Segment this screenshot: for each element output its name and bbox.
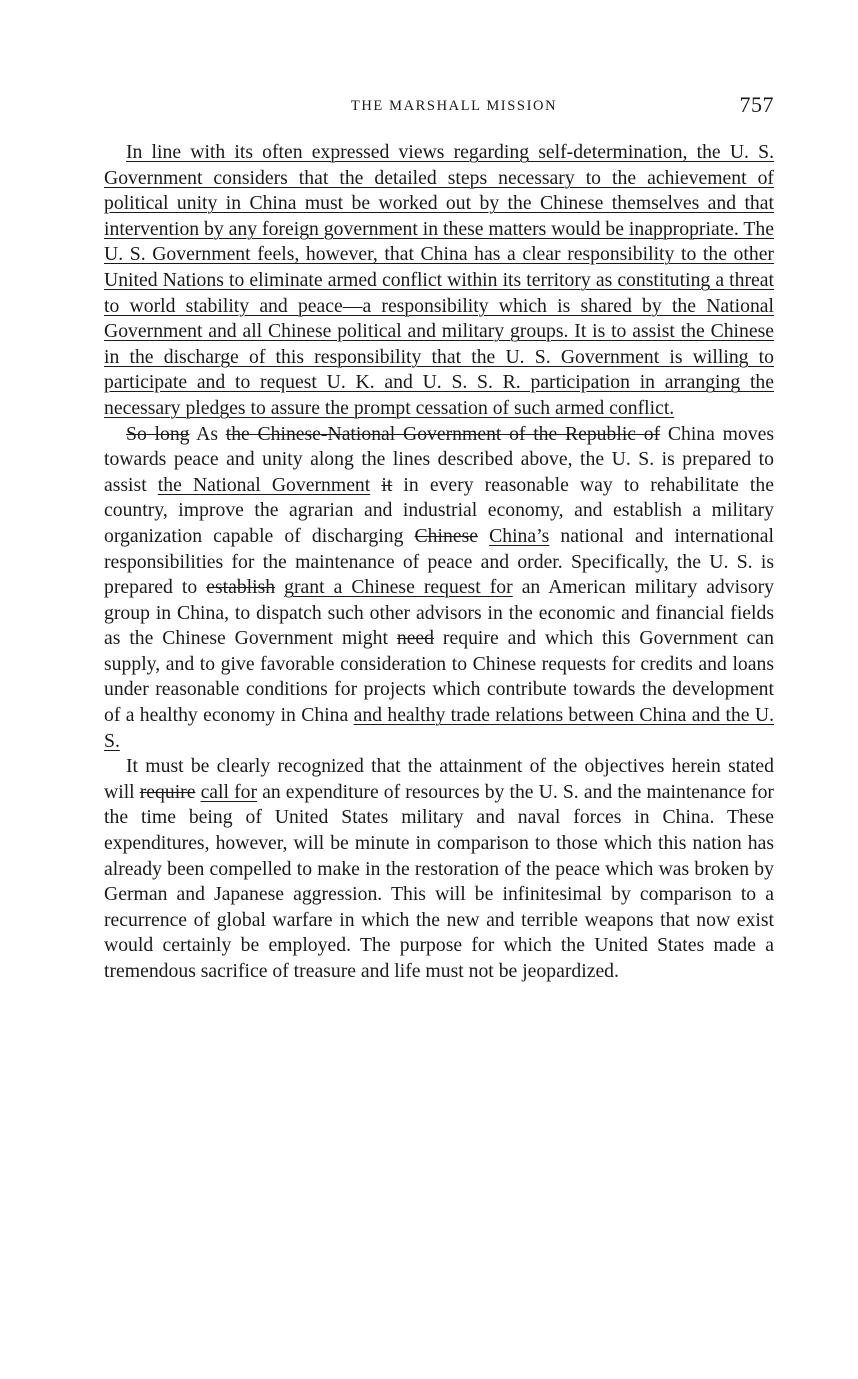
paragraph-3	[104, 754, 774, 984]
text-run	[275, 576, 284, 598]
deleted-text: the Chinese-National Government of the Republic of	[225, 422, 661, 445]
paragraph-1	[104, 140, 774, 422]
text-run: in every reasonable way to rehabilitate the country, improve the agrarian and industrial economy, and establish a military organization capable of discharging	[104, 473, 774, 547]
text-run: an expenditure of resources by the U. S. and the maintenance for the time being of United States military and naval forces in China. These expenditures, however, will be minute in comparison to those which this nation has already been compelled to make in the restoration of the peace which was broken by German and Japanese aggression. This will be infinitesimal by comparison to a recurrence of global warfare in which the new and terrible weapons that now exist would certainly be employed. The purpose for which the United States made a tremendous sacrifice of treasure and life must not be jeopardized.	[104, 780, 774, 982]
deleted-text: So long	[126, 422, 190, 445]
page-number: 757	[739, 92, 774, 117]
text-run: China moves towards peace and unity along the lines described above, the U. S. is prepared to assist	[104, 422, 775, 496]
text-run: an American military advisory group in China, to dispatch such other advisors in the economic and financial fields as the Chinese Government might	[104, 576, 774, 650]
deleted-text: Chinese	[414, 524, 478, 547]
text-run: It must be clearly recognized that the attainment of the objectives herein stated will	[104, 755, 774, 803]
inserted-text: the National Government	[157, 473, 371, 496]
inserted-text: grant a Chinese request for	[284, 576, 513, 599]
paragraph-2	[104, 422, 774, 755]
inserted-text: and healthy trade relations between China and the U. S.	[104, 704, 774, 752]
text-run: As	[189, 422, 226, 445]
body-text	[104, 140, 774, 985]
inserted-text: In line with its often expressed views regarding self-determination, the U. S. Government considers that the detailed steps necessary to the achievement of political unity in China must be worked out by the Chinese themselves and that intervention by any foreign government in these matters would be inappropriate. The U. S. Government feels, however, that China has a clear responsibility to the other United Nations to eliminate armed conflict within its territory as constituting a threat to world stability and peace—a responsibility which is shared by the National Government and all Chinese political and military groups. It is to assist the Chinese in the discharge of this responsibility that the U. S. Government is willing to participate and to request U. K. and U. S. S. R. participation in arranging the necessary pledges to assure the prompt cessation of such armed conflict.	[104, 141, 774, 419]
running-head	[104, 92, 774, 122]
deleted-text: need	[396, 627, 435, 650]
inserted-text: China’s	[489, 524, 550, 547]
text-run	[478, 525, 489, 547]
document-page	[104, 92, 774, 985]
inserted-text: call for	[200, 780, 258, 803]
deleted-text: it	[381, 473, 393, 496]
running-title: THE MARSHALL MISSION	[350, 98, 558, 114]
text-run: require and which this Government can supply, and to give favorable consideration to Chinese requests for credits and loans under reasonable conditions for projects which contribute towards the development of a healthy economy in China	[104, 627, 774, 727]
text-run: national and international responsibilities for the maintenance of peace and order. Specifically, the U. S. is prepared to	[104, 524, 774, 599]
text-run	[370, 474, 381, 496]
deleted-text: establish	[206, 576, 276, 599]
deleted-text: require	[139, 780, 196, 803]
